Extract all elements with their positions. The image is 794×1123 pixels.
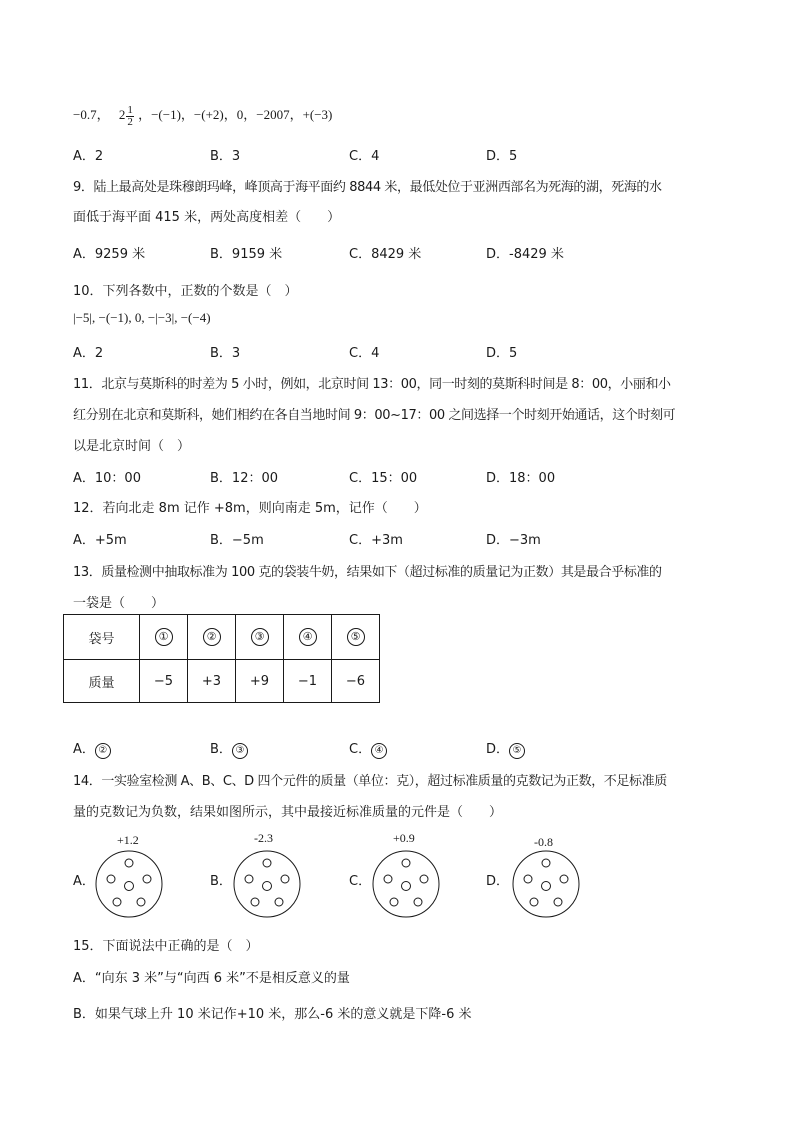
q8-option-a[interactable]: A．2 [73,149,104,164]
table-row [64,660,380,703]
q13-stem-line2: 一袋是（ ） [73,596,165,611]
q14-stem-line2: 量的克数记为负数，结果如图所示，其中最接近标准质量的元件是（ ） [73,805,503,820]
bag-number-1: ① [155,628,173,646]
q10-option-a[interactable]: A．2 [73,346,104,361]
component-b-diagram [232,849,302,919]
component-a-value: +1.2 [117,833,139,847]
q9-stem-line1: 9．陆上最高处是珠穆朗玛峰，峰顶高于海平面约 8844 米，最低处位于亚洲西部名为死海的湖，死海的水 [73,180,662,195]
q10-option-b[interactable]: B．3 [210,346,241,361]
component-d-diagram [511,849,581,919]
q8-numbers-b: ，−(−1)，−(+2)，0，−2007，+(−3) [138,107,333,122]
q14-option-b[interactable]: B． [210,874,232,889]
q9-option-b[interactable]: B．9159 米 [210,247,283,262]
q14-stem-line1: 14．一实验室检测 A、B、C、D 四个元件的质量（单位：克），超过标准质量的克数记为正数，不足标准质 [73,774,667,789]
q11-stem-line1: 11．北京与莫斯科的时差为 5 小时，例如，北京时间 13：00，同一时刻的莫斯科时间是 8：00，小丽和小 [73,377,671,392]
component-b-value: -2.3 [254,831,273,845]
component-c-value: +0.9 [393,831,415,845]
component-c-diagram [371,849,441,919]
q12-option-d[interactable]: D．−3m [486,533,541,548]
q9-stem-line2: 面低于海平面 415 米，两处高度相差（ ） [73,210,341,225]
q11-stem-line2: 红分别在北京和莫斯科，她们相约在各自当地时间 9：00~17：00 之间选择一个时刻开始通话，这个时刻可 [73,408,676,423]
q11-option-b[interactable]: B．12：00 [210,471,279,486]
q15-option-b[interactable]: B．如果气球上升 10 米记作+10 米，那么-6 米的意义就是下降-6 米 [73,1007,472,1022]
q8-number-list [73,104,332,128]
q11-option-a[interactable]: A．10：00 [73,471,141,486]
q14-option-a[interactable]: A． [73,874,95,889]
q10-option-c[interactable]: C．4 [349,346,380,361]
q8-option-d[interactable]: D．5 [486,149,518,164]
q11-option-d[interactable]: D．18：00 [486,471,556,486]
q14-option-c[interactable]: C． [349,874,372,889]
mass-value-4: −1 [284,660,332,703]
q11-stem-line3: 以是北京时间（ ） [73,439,191,454]
mass-value-2: +3 [188,660,236,703]
q10-expression: |−5|, −(−1), 0, −|−3|, −(−4) [73,310,211,325]
component-d-value: -0.8 [534,835,553,849]
q15-stem: 15．下面说法中正确的是（ ） [73,939,259,954]
q8-option-b[interactable]: B．3 [210,149,241,164]
bag-number-2: ② [203,628,221,646]
bag-number-header: 袋号 [64,615,140,660]
q9-option-a[interactable]: A．9259 米 [73,247,146,262]
q12-option-b[interactable]: B．−5m [210,533,264,548]
q10-option-d[interactable]: D．5 [486,346,518,361]
q12-option-a[interactable]: A．+5m [73,533,127,548]
q12-option-c[interactable]: C．+3m [349,533,403,548]
q13-stem-line1: 13．质量检测中抽取标准为 100 克的袋装牛奶，结果如下（超过标准的质量记为正数）其是最合乎标准的 [73,565,662,580]
bag-number-4: ④ [299,628,317,646]
q13-option-a[interactable]: A． ② [73,738,111,759]
mass-value-5: −6 [332,660,380,703]
q13-option-c[interactable]: C． ④ [349,738,387,759]
component-a-diagram [94,849,164,919]
bag-number-3: ③ [251,628,269,646]
bag-number-5: ⑤ [347,628,365,646]
q9-option-c[interactable]: C．8429 米 [349,247,422,262]
q15-option-a[interactable]: A．“向东 3 米”与“向西 6 米”不是相反意义的量 [73,971,350,986]
q13-option-d[interactable]: D． ⑤ [486,738,525,759]
table-row [64,615,380,660]
mass-value-3: +9 [236,660,284,703]
q13-option-b[interactable]: B． ③ [210,738,248,759]
q10-stem: 10．下列各数中，正数的个数是（ ） [73,284,298,299]
q11-option-c[interactable]: C．15：00 [349,471,418,486]
mass-value-1: −5 [140,660,188,703]
q8-option-c[interactable]: C．4 [349,149,380,164]
q9-option-d[interactable]: D．-8429 米 [486,247,564,262]
q8-numbers-a: −0.7， [73,107,110,122]
mass-header: 质量 [64,660,140,703]
q8-mixed-number: 2 $\frac{1}{2}$ [118,103,133,128]
q12-stem: 12．若向北走 8m 记作 +8m，则向南走 5m，记作（ ） [73,501,427,516]
q14-option-d[interactable]: D． [486,874,510,889]
q13-mass-table [63,614,380,703]
